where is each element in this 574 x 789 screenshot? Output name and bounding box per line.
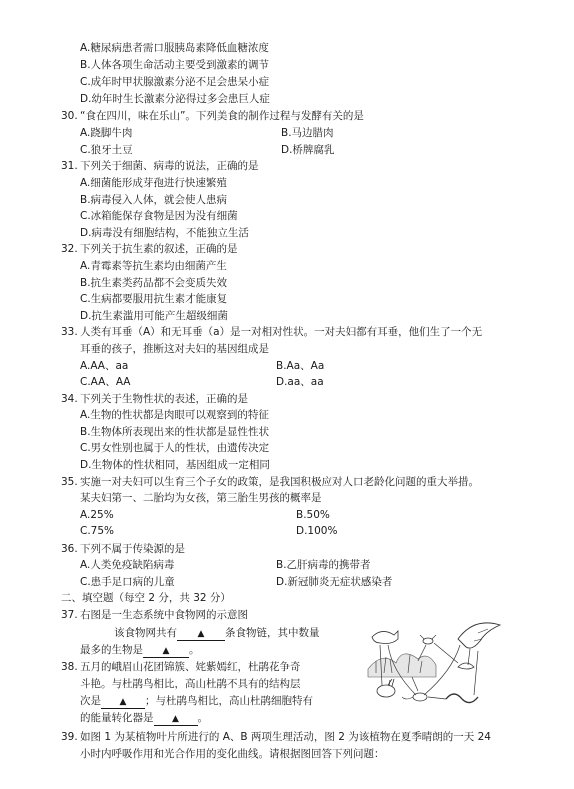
q31-stem: 下列关于细菌、病毒的说法，正确的是 [80,160,259,172]
q38-line2: 斗艳。与杜鹃鸟相比，高山杜鹃不具有的结构层 [80,678,301,690]
q38-line3-text-a: 次是 [80,695,101,707]
q38-line3-text-b: ；与杜鹃鸟相比，高山杜鹃细胞特有 [145,695,313,707]
q36-option-c: C.患手足口病的儿童 [80,576,175,588]
q39-line1: 如图 1 为某植物叶片所进行的 A、B 两项生理活动，图 2 为该植物在夏季晴朗的一天 24 [80,731,491,743]
q37-line2-text-a: 该食物网共有 [114,627,177,639]
q33-option-a: A.AA、aa [80,360,129,372]
q29-option-b: B.人体各项生命活动主要受到激素的调节 [80,59,270,71]
q30-stem: “食在四川，味在乐山”。下列美食的制作过程与发酵有关的是 [80,110,364,122]
q37-blank-1[interactable] [177,627,225,641]
q31-option-d: D.病毒没有细胞结构，不能独立生活 [80,227,249,239]
section-heading-fill-in: 二、填空题（每空 2 分，共 32 分） [61,592,231,604]
q35-stem-line2: 某夫妇第一、二胎均为女孩，第三胎生男孩的概率是 [80,492,322,504]
q34-option-c: C.男女性别也属于人的性状，由遗传决定 [80,442,270,454]
q36-stem: 下列不属于传染源的是 [80,543,185,555]
q37-line3-text-b: 。 [189,644,200,656]
q36-option-a: A.人类免疫缺陷病毒 [80,559,175,571]
q38-blank-2[interactable] [154,712,198,726]
q31-option-b: B.病毒侵入人体，就会使人患病 [80,194,228,206]
q29-option-d: D.幼年时生长激素分泌得过多会患巨人症 [80,93,270,105]
answer-placeholder-triangle: ▲ [197,629,205,639]
q33-number: 33. [61,326,78,338]
q33-option-b: B.Aa、Aa [276,360,325,372]
q29-option-c: C.成年时甲状腺激素分泌不足会患呆小症 [80,76,270,88]
q38-line1: 五月的峨眉山花团锦簇、姹紫嫣红，杜鹃花争奇 [80,661,301,673]
q38-blank-1[interactable] [101,695,145,709]
q37-line3-text-a: 最多的生物是 [80,644,143,656]
insect-figure [423,638,433,644]
q37-blank-2[interactable] [143,644,189,658]
q29-option-a: A.糖尿病患者需口服胰岛素降低血糖浓度 [80,42,269,54]
q38-line4-text-a: 的能量转化器是 [80,712,154,724]
q31-option-a: A.细菌能形成芽孢进行快速繁殖 [80,177,227,189]
q33-option-c: C.AA、AA [80,376,131,388]
q36-number: 36. [61,543,78,555]
q37-line3 [80,644,200,658]
q35-option-b: B.50% [296,509,330,521]
q38-line4-text-b: 。 [197,712,208,724]
q30-option-d: D.桥牌腐乳 [281,144,335,156]
q34-number: 34. [61,393,78,405]
q30-option-b: B.马边腊肉 [281,127,334,139]
q37-line2 [114,627,320,641]
q39-number: 39. [61,731,78,743]
q38-number: 38. [61,661,78,673]
q33-stem-line2: 耳垂的孩子，推断这对夫妇的基因组成是 [80,343,269,355]
q34-option-b: B.生物体所表现出来的性状都是显性性状 [80,426,270,438]
q35-option-c: C.75% [80,525,115,537]
q32-stem: 下列关于抗生素的叙述，正确的是 [80,243,238,255]
q37-stem: 右图是一生态系统中食物网的示意图 [80,609,248,621]
q30-option-a: A.跷脚牛肉 [80,127,133,139]
q32-option-b: B.抗生素类药品都不会变质失效 [80,277,228,289]
q35-number: 35. [61,476,78,488]
q30-number: 30. [61,110,78,122]
rabbit-figure [377,685,395,697]
q39-line2: 小时内呼吸作用和光合作用的变化曲线。请根据图回答下列问题： [80,748,385,760]
q32-option-c: C.生病都要服用抗生素才能康复 [80,293,228,305]
q37-line2-text-b: 条食物链，其中数量 [225,627,320,639]
q33-option-d: D.aa、aa [276,376,324,388]
q38-line3 [80,695,313,709]
answer-placeholder-triangle: ▲ [172,714,179,724]
q34-stem: 下列关于生物性状的表述，正确的是 [80,393,248,405]
q34-option-a: A.生物的性状都是肉眼可以观察到的特征 [80,409,269,421]
q32-option-d: D.抗生素滥用可能产生超级细菌 [80,310,228,322]
q31-option-c: C.冰箱能保存食物是因为没有细菌 [80,210,238,222]
q32-option-a: A.青霉素等抗生素均由细菌产生 [80,260,227,272]
q31-number: 31. [61,160,78,172]
q38-line4 [80,712,208,726]
answer-placeholder-triangle: ▲ [162,646,170,656]
food-web-diagram [362,611,510,711]
q37-number: 37. [61,609,78,621]
q30-option-c: C.狼牙土豆 [80,144,133,156]
q36-option-d: D.新冠肺炎无症状感染者 [276,576,393,588]
answer-placeholder-triangle: ▲ [119,697,127,707]
q35-option-d: D.100% [296,525,338,537]
q35-stem-line1: 实施一对夫妇可以生育三个子女的政策，是我国积极应对人口老龄化问题的重大举措。 [80,476,479,488]
q32-number: 32. [61,243,78,255]
q35-option-a: A.25% [80,509,114,521]
q36-option-b: B.乙肝病毒的携带者 [276,559,371,571]
q33-stem-line1: 人类有耳垂（A）和无耳垂（a）是一对相对性状。一对夫妇都有耳垂，他们生了一个无 [80,326,483,338]
q34-option-d: D.生物体的性状相同，基因组成一定相同 [80,459,270,471]
